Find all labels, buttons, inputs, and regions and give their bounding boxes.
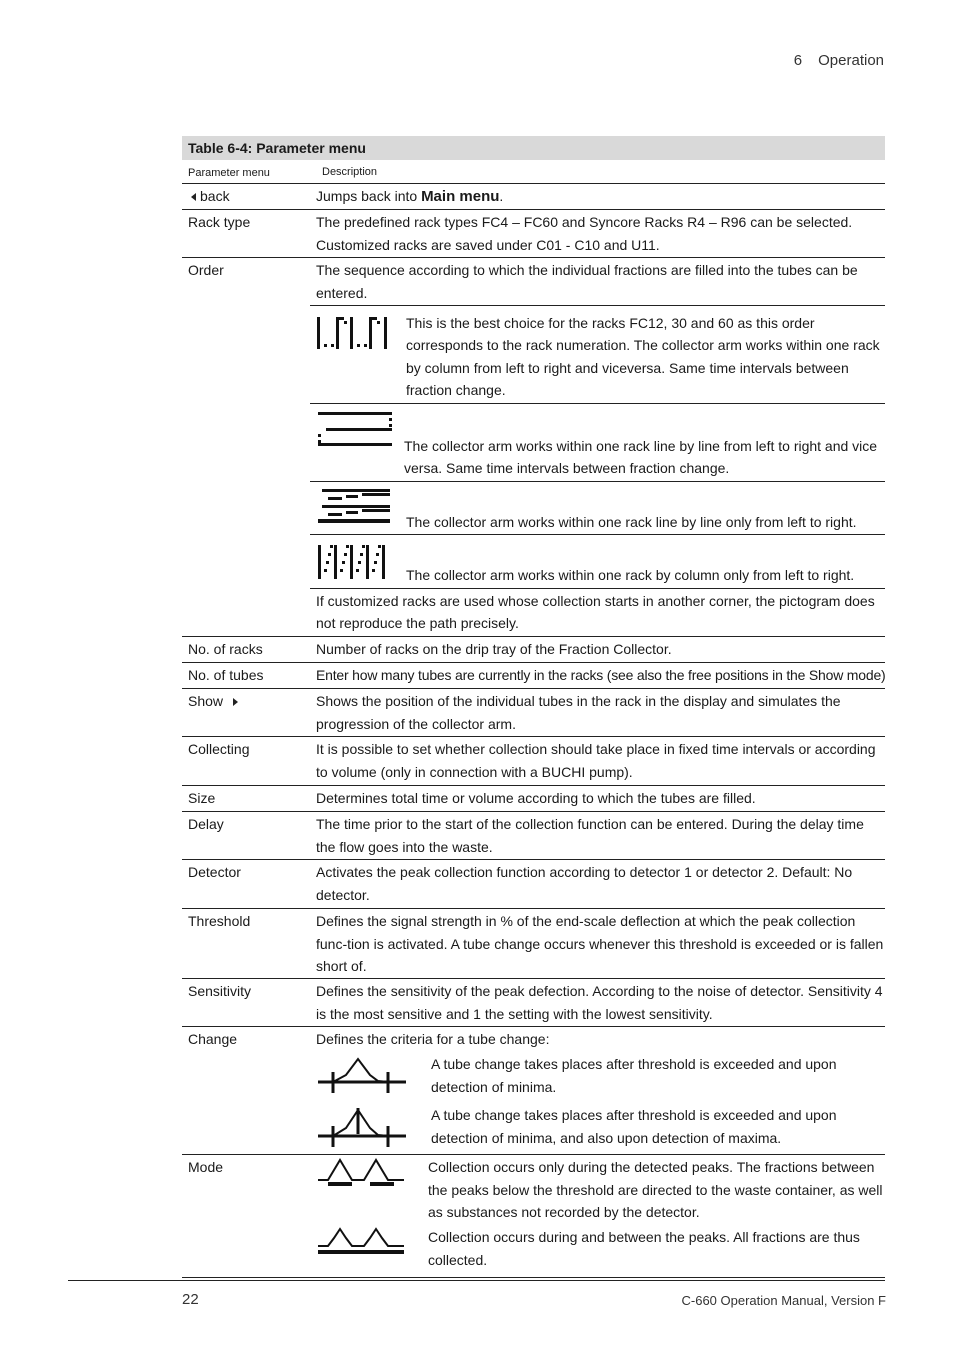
row-mode [182, 1155, 885, 1281]
param-label: back [200, 188, 230, 204]
option-text: Collection occurs during and between the peaks. All fractions are thus collected. [428, 1229, 860, 1268]
row-show [182, 689, 885, 737]
col-parameter-header: Parameter menu [188, 167, 270, 179]
param-label: Rack type [188, 214, 251, 230]
param-desc: Shows the position of the individual tubes in the rack in the display and simulates the progression of the collector arm. [316, 693, 841, 732]
peaks-only-mode-icon [316, 1156, 428, 1196]
option-text: A tube change takes places after threshold is exceeded and upon detection of minima, and also upon detection of maxima. [431, 1107, 837, 1146]
param-desc: Defines the criteria for a tube change: [316, 1031, 550, 1047]
line-serpentine-icon [316, 404, 404, 446]
row-sensitivity [182, 979, 885, 1027]
page-header [794, 52, 884, 69]
mode-option-all [316, 1226, 885, 1274]
param-desc: Defines the sensitivity of the peak defection. According to the noise of detector. Sensitivity 4 is the most sensitive and 1 the setting with the lowest sensitivity. [316, 983, 883, 1022]
right-arrow-icon [233, 698, 238, 706]
mode-option-peaks-only [316, 1156, 885, 1226]
param-label: No. of tubes [188, 667, 264, 683]
row-detector [182, 860, 885, 909]
table-header [182, 160, 885, 184]
row-back [182, 184, 885, 210]
param-label: Mode [188, 1159, 224, 1175]
param-desc: Enter how many tubes are currently in the racks (see also the free positions in the Show mode) [316, 667, 886, 683]
page-number: 22 [182, 1291, 199, 1308]
col-description-header: Description [322, 166, 378, 178]
table-title: Table 6-4: Parameter menu [182, 136, 885, 160]
param-desc: Activates the peak collection function according to detector 1 or detector 2. Default: No detector. [316, 864, 853, 903]
option-text: A tube change takes places after threshold is exceeded and upon detection of minima. [431, 1056, 837, 1095]
option-text: The collector arm works within one rack line by line only from left to right. [406, 513, 857, 530]
parameter-table [182, 136, 885, 1281]
param-desc: The time prior to the start of the collection function can be entered. During the delay time the flow goes into the waste. [316, 816, 864, 855]
minima-maxima-change-icon [316, 1104, 431, 1148]
table-bottom-rule [182, 1277, 885, 1278]
order-option-column-left-right [310, 534, 885, 587]
order-note: If customized racks are used whose collection starts in another corner, the pictogram does not reproduce the path precisely. [310, 588, 885, 636]
column-left-right-icon [316, 535, 406, 581]
chapter-number: 6 [793, 52, 803, 69]
option-text: Collection occurs only during the detected peaks. The fractions between the peaks below the threshold are directed to the waste container, as well as substances not recorded by the detector. [428, 1159, 883, 1221]
param-desc: It is possible to set whether collection should take place in fixed time intervals or according to volume (only in connection with a BUCHI pump). [316, 741, 876, 780]
param-desc: The predefined rack types FC4 – FC60 and Syncore Racks R4 – R96 can be selected. Customized racks are saved under C01 - C10 and U11. [316, 214, 853, 253]
row-collecting [182, 737, 885, 786]
row-rack-type [182, 210, 885, 258]
option-text: The collector arm works within one rack by column only from left to right. [406, 567, 855, 584]
order-option-line-serpentine [310, 403, 885, 481]
footer-title: C-660 Operation Manual, Version F [681, 1293, 886, 1308]
param-label: Delay [188, 816, 224, 832]
chapter-title: Operation [818, 52, 884, 69]
param-desc: Number of racks on the drip tray of the Fraction Collector. [316, 641, 672, 657]
param-desc: The sequence according to which the individual fractions are filled into the tubes can be entered. [316, 262, 858, 301]
order-option-line-left-right [310, 481, 885, 534]
param-label: No. of racks [188, 641, 263, 657]
param-desc: Jumps back into Main menu. [316, 188, 504, 205]
row-no-racks [182, 637, 885, 663]
param-label: Order [188, 262, 224, 278]
param-label: Detector [188, 864, 241, 880]
change-option-minima [316, 1053, 885, 1104]
column-serpentine-icon [316, 306, 406, 351]
param-label: Sensitivity [188, 983, 252, 999]
param-label: Collecting [188, 741, 250, 757]
row-size [182, 786, 885, 812]
left-arrow-icon [191, 193, 196, 201]
param-desc: Determines total time or volume according to which the tubes are filled. [316, 790, 756, 806]
all-fractions-mode-icon [316, 1226, 428, 1266]
row-threshold [182, 909, 885, 979]
footer-rule [68, 1280, 885, 1281]
option-text: The collector arm works within one rack line by line from left to right and vice versa. Same time intervals between fraction change. [404, 437, 878, 477]
row-delay [182, 812, 885, 860]
row-change [182, 1027, 885, 1155]
param-label: Threshold [188, 913, 251, 929]
option-text: This is the best choice for the racks FC12, 30 and 60 as this order corresponds to the rack numeration. The collector arm works within one rack by column from left to right and viceversa. Same time intervals between fraction change. [406, 314, 880, 399]
param-desc: Defines the signal strength in % of the end-scale deflection at which the peak collection func-tion is activated. A tube change occurs whenever this threshold is exceeded or is fallen short of. [316, 913, 884, 975]
order-option-column-serpentine [310, 305, 885, 403]
row-order [182, 258, 885, 637]
main-menu-ref: Main menu [421, 188, 500, 205]
minima-change-icon [316, 1053, 431, 1097]
param-label: Show [188, 693, 224, 709]
change-option-minima-maxima [316, 1104, 885, 1153]
row-no-tubes [182, 663, 885, 689]
param-label: Size [188, 790, 216, 806]
param-label: Change [188, 1031, 238, 1047]
line-left-right-icon [316, 482, 406, 529]
